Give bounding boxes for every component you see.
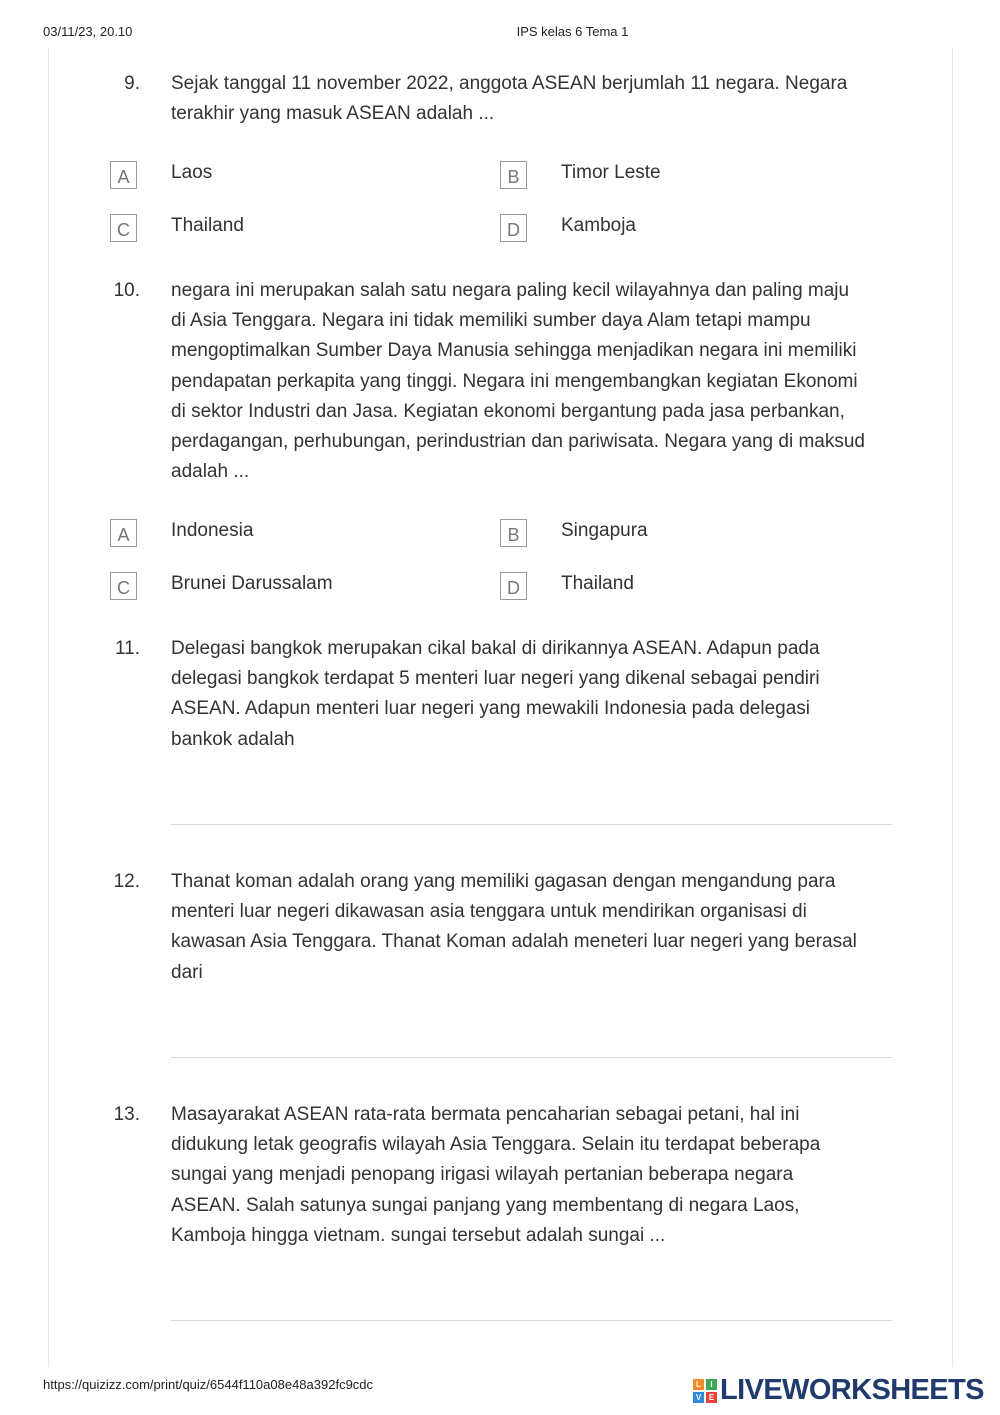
question-line: perdagangan, perhubungan, perindustrian dan pariwisata. Negara yang di maksud xyxy=(171,431,865,453)
question-text xyxy=(171,634,895,755)
option-label: Singapura xyxy=(561,520,648,541)
logo-block: L xyxy=(693,1379,704,1390)
option-letter-box: C xyxy=(110,572,137,600)
question-line: Masayarakat ASEAN rata-rata bermata pencaharian sebagai petani, hal ini xyxy=(171,1104,800,1125)
question-number: 12. xyxy=(113,871,140,892)
logo-block: E xyxy=(706,1392,717,1403)
option-label: Brunei Darussalam xyxy=(171,573,333,594)
answer-line-13[interactable] xyxy=(171,1320,892,1321)
option-letter-box: A xyxy=(110,161,137,189)
option-label: Indonesia xyxy=(171,520,254,541)
source-url[interactable]: https://quizizz.com/print/quiz/6544f110a08e48a392fc9cdc xyxy=(43,1377,374,1392)
option-label: Thailand xyxy=(561,573,634,594)
page-frame-right xyxy=(952,48,953,1367)
question-line: dari xyxy=(171,961,203,983)
logo-block: V xyxy=(693,1392,704,1403)
logo-block: I xyxy=(706,1379,717,1390)
question-line: menteri luar negeri dikawasan asia tenggara untuk mendirikan organisasi di xyxy=(171,901,807,923)
question-text xyxy=(171,276,895,487)
document-title: IPS kelas 6 Tema 1 xyxy=(516,24,629,39)
question-line: negara ini merupakan salah satu negara paling kecil wilayahnya dan paling maju xyxy=(171,280,850,301)
question-number: 9. xyxy=(124,73,140,94)
option-label: Thailand xyxy=(171,215,244,236)
print-datetime: 03/11/23, 20.10 xyxy=(43,24,133,39)
question-text xyxy=(171,69,895,129)
option-letter-box: C xyxy=(110,214,137,242)
answer-line-12[interactable] xyxy=(171,1057,892,1058)
logo-wordmark: LIVEWORKSHEETS xyxy=(720,1374,984,1406)
answer-line-11[interactable] xyxy=(171,824,892,825)
question-line: bankok adalah xyxy=(171,728,295,750)
option-label: Laos xyxy=(171,162,213,183)
question-line: Sejak tanggal 11 november 2022, anggota ASEAN berjumlah 11 negara. Negara xyxy=(171,73,848,94)
option-letter-box: B xyxy=(500,161,527,189)
question-line: kawasan Asia Tenggara. Thanat Koman adalah meneteri luar negeri yang berasal xyxy=(171,931,857,953)
question-line: Kamboja hingga vietnam. sungai tersebut adalah sungai ... xyxy=(171,1224,666,1246)
question-line: di Asia Tenggara. Negara ini tidak memiliki sumber daya Alam tetapi mampu xyxy=(171,310,811,332)
option-label: Kamboja xyxy=(561,215,636,236)
question-number: 13. xyxy=(113,1104,140,1125)
question-line: adalah ... xyxy=(171,461,250,483)
question-line: ASEAN. Adapun menteri luar negeri yang mewakili Indonesia pada delegasi xyxy=(171,698,811,720)
question-line: ASEAN. Salah satunya sungai panjang yang membentang di negara Laos, xyxy=(171,1194,800,1216)
option-label: Timor Leste xyxy=(561,162,661,183)
question-line: Thanat koman adalah orang yang memiliki gagasan dengan mengandung para xyxy=(171,871,836,892)
question-number: 11. xyxy=(114,638,140,659)
question-text xyxy=(171,867,895,988)
question-number: 10. xyxy=(113,280,140,301)
option-letter-box: A xyxy=(110,519,137,547)
option-letter-box: B xyxy=(500,519,527,547)
option-letter-box: D xyxy=(500,214,527,242)
option-letter-box: D xyxy=(500,572,527,600)
question-line: terakhir yang masuk ASEAN adalah ... xyxy=(171,103,495,125)
page-frame-left xyxy=(48,48,49,1367)
logo-blocks-icon xyxy=(693,1379,717,1403)
question-line: didukung letak geografis wilayah Asia Tenggara. Selain itu terdapat beberapa xyxy=(171,1134,821,1156)
question-line: delegasi bangkok terdapat 5 menteri luar negeri yang dikenal sebagai pendiri xyxy=(171,668,820,690)
question-line: Delegasi bangkok merupakan cikal bakal di dirikannya ASEAN. Adapun pada xyxy=(171,638,820,659)
question-text xyxy=(171,1100,895,1251)
question-line: pendapatan perkapita yang tinggi. Negara ini mengembangkan kegiatan Ekonomi xyxy=(171,370,858,392)
question-line: sungai yang menjadi penopang irigasi wilayah pertanian beberapa negara xyxy=(171,1164,794,1186)
question-line: di sektor Industri dan Jasa. Kegiatan ekonomi bergantung pada jasa perbankan, xyxy=(171,400,845,422)
question-line: mengoptimalkan Sumber Daya Manusia sehingga menjadikan negara ini memiliki xyxy=(171,340,857,362)
